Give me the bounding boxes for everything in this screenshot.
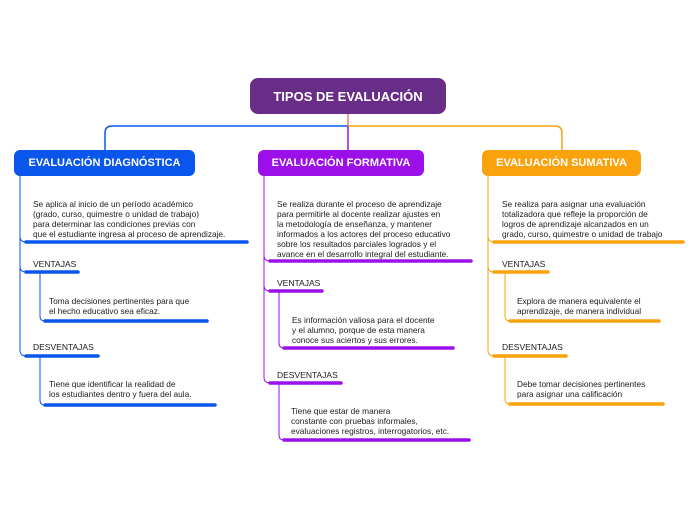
diagnostica-desventajas-label[interactable]: DESVENTAJAS — [33, 342, 94, 352]
formativa-desventajas-label[interactable]: DESVENTAJAS — [277, 370, 338, 380]
node-formativa[interactable] — [258, 150, 424, 176]
diagnostica-desventajas-text[interactable]: Tiene que identificar la realidad de los estudiantes dentro y fuera del aula. — [49, 379, 192, 399]
branch-diagnostica — [105, 126, 348, 150]
root-title: TIPOS DE EVALUACIÓN — [273, 88, 423, 104]
node-sumativa[interactable] — [482, 150, 641, 176]
formativa-ventajas-label[interactable]: VENTAJAS — [277, 278, 321, 288]
sumativa-desventajas-text[interactable]: Debe tomar decisiones pertinentes para asignar una calificación — [517, 379, 646, 399]
sumativa-title: EVALUACIÓN SUMATIVA — [496, 157, 627, 169]
formativa-description[interactable]: Se realiza durante el proceso de aprendizaje para permitirle al docente realizar ajustes en la metodología de enseñanza, y mantener informados a los actores del proceso educativo sobre los resultados parciales logrados y el avance en el desarrollo integral del estudiante. — [277, 199, 451, 259]
formativa-ventajas-text[interactable]: Es información valiosa para el docente y el alumno, porque de esta manera conoce sus aciertos y sus errores. — [292, 315, 435, 345]
branch-sumativa — [348, 126, 562, 150]
sumativa-description[interactable]: Se realiza para asignar una evaluación totalizadora que refleje la proporción de logros de aprendizaje alcanzados en un grado, curso, quimestre o unidad de trabajo — [502, 199, 663, 239]
diag-spine — [20, 176, 26, 356]
diagnostica-ventajas-label[interactable]: VENTAJAS — [33, 259, 77, 269]
sumativa-desventajas-label[interactable]: DESVENTAJAS — [502, 342, 563, 352]
formativa-desventajas-text[interactable]: Tiene que estar de manera constante con pruebas informales, evaluaciones registros, interrogatorios, etc. — [291, 406, 450, 436]
sum-spine — [488, 176, 494, 356]
formativa-title: EVALUACIÓN FORMATIVA — [271, 157, 411, 169]
sumativa-ventajas-label[interactable]: VENTAJAS — [502, 259, 546, 269]
form-spine — [264, 176, 270, 383]
diagnostica-ventajas-text[interactable]: Toma decisiones pertinentes para que el hecho educativo sea eficaz. — [49, 296, 190, 316]
root-node[interactable] — [250, 78, 446, 114]
sumativa-ventajas-text[interactable]: Explora de manera equivalente el aprendizaje, de manera individual — [517, 296, 642, 316]
diagnostica-description[interactable]: Se aplica al inicio de un período académico (grado, curso, quimestre o unidad de trabajo) para determinar las condiciones previas con que el estudiante ingresa al proceso de aprendizaje. — [33, 199, 226, 239]
diagnostica-title: EVALUACIÓN DIAGNÓSTICA — [28, 157, 181, 169]
node-diagnostica[interactable] — [14, 150, 195, 176]
